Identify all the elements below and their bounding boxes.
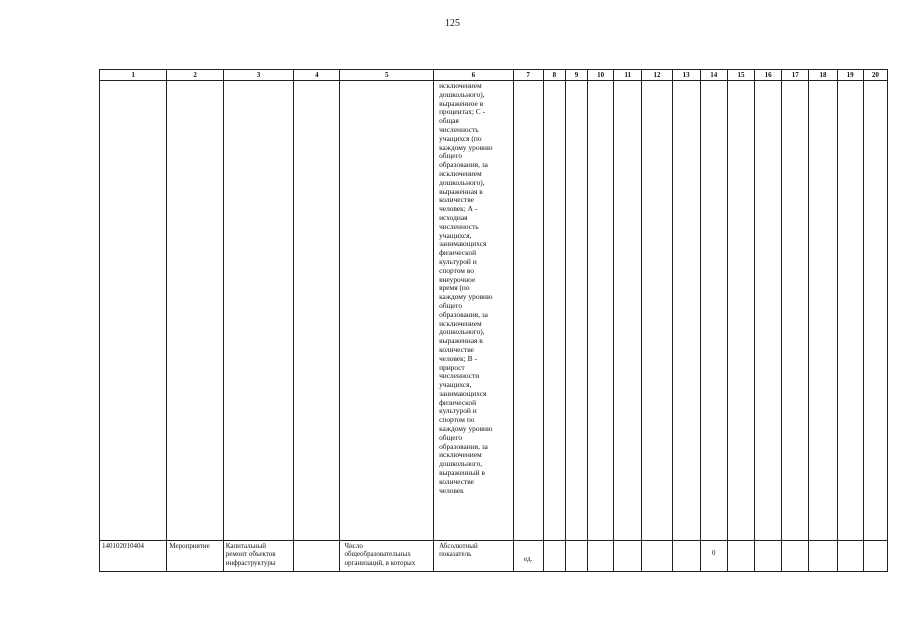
table-cell [223,81,293,541]
table-cell [294,541,340,572]
column-header: 4 [294,70,340,81]
indicator-cell [340,541,434,572]
table-cell [588,81,614,541]
table-cell [782,541,809,572]
column-header: 14 [700,70,727,81]
unit: ед. [524,555,533,564]
calc-type: Абсолютный показатель [439,542,478,559]
column-header: 20 [863,70,887,81]
table-cell [100,81,167,541]
column-header: 19 [837,70,863,81]
event-code-cell [100,541,167,572]
column-header: 12 [642,70,672,81]
table-cell [863,541,887,572]
table-cell [565,81,587,541]
calc-type-cell [434,541,514,572]
event-type: Мероприятие [169,542,210,550]
table-cell [513,81,543,541]
event-name-cell [223,541,293,572]
column-header: 7 [513,70,543,81]
column-header: 18 [809,70,837,81]
event-col4 [294,541,339,543]
continuation-row [100,81,888,541]
table-cell [614,81,642,541]
table-cell [727,81,754,541]
table-cell [588,541,614,572]
table-cell [672,81,700,541]
column-header: 9 [565,70,587,81]
table-cell [809,541,837,572]
column-header: 11 [614,70,642,81]
event-name: Капитальный ремонт объектов инфраструктуры [225,542,276,567]
table-cell [294,81,340,541]
formula-description-cell [434,81,514,541]
table-cell [672,541,700,572]
formula-description-text: исключением дошкольного), выраженное в процентах; С - общая численность учащихся (по каждому уровню общего образования, за исключением дошкольного), выраженная в количестве человек; А - исходная численность учащихся, занимающихся физической культурой и спортом во внеурочное время (по каждому уровню общего образования, за исключением дошкольного), выраженная в количестве человек; В - прирост численности учащихся, занимающихся физической культурой и спортом по каждому уровню общего образования, за исключением дошкольного, выраженный в количестве человек [439,81,493,495]
column-header: 1 [100,70,167,81]
table-cell [727,541,754,572]
table-cell [543,81,565,541]
column-header: 13 [672,70,700,81]
table-cell [642,81,672,541]
column-header: 6 [434,70,514,81]
table-cell [614,541,642,572]
value-col14: 0 [712,549,716,557]
table-cell [167,81,223,541]
table-cell [863,81,887,541]
column-header: 8 [543,70,565,81]
table-cell [782,81,809,541]
column-header: 15 [727,70,754,81]
table-cell [543,541,565,572]
table-cell [755,81,782,541]
unit-cell [513,541,543,572]
program-table [99,69,888,572]
event-type-cell [167,541,223,572]
table-cell [565,541,587,572]
column-header: 3 [223,70,293,81]
event-code: 140102010404 [102,542,144,550]
table-cell [340,81,434,541]
table-cell [809,81,837,541]
page-number: 125 [445,18,460,29]
column-header: 5 [340,70,434,81]
header-row [100,70,888,81]
table-cell [642,541,672,572]
column-header: 16 [755,70,782,81]
table-cell [755,541,782,572]
table-cell [837,81,863,541]
event-row [100,541,888,572]
table-cell [700,81,727,541]
value-cell [700,541,727,572]
column-header: 17 [782,70,809,81]
column-header: 10 [588,70,614,81]
table-cell [837,541,863,572]
column-header: 2 [167,70,223,81]
indicator-name: Число общеобразовательных организаций, в которых [344,542,416,567]
